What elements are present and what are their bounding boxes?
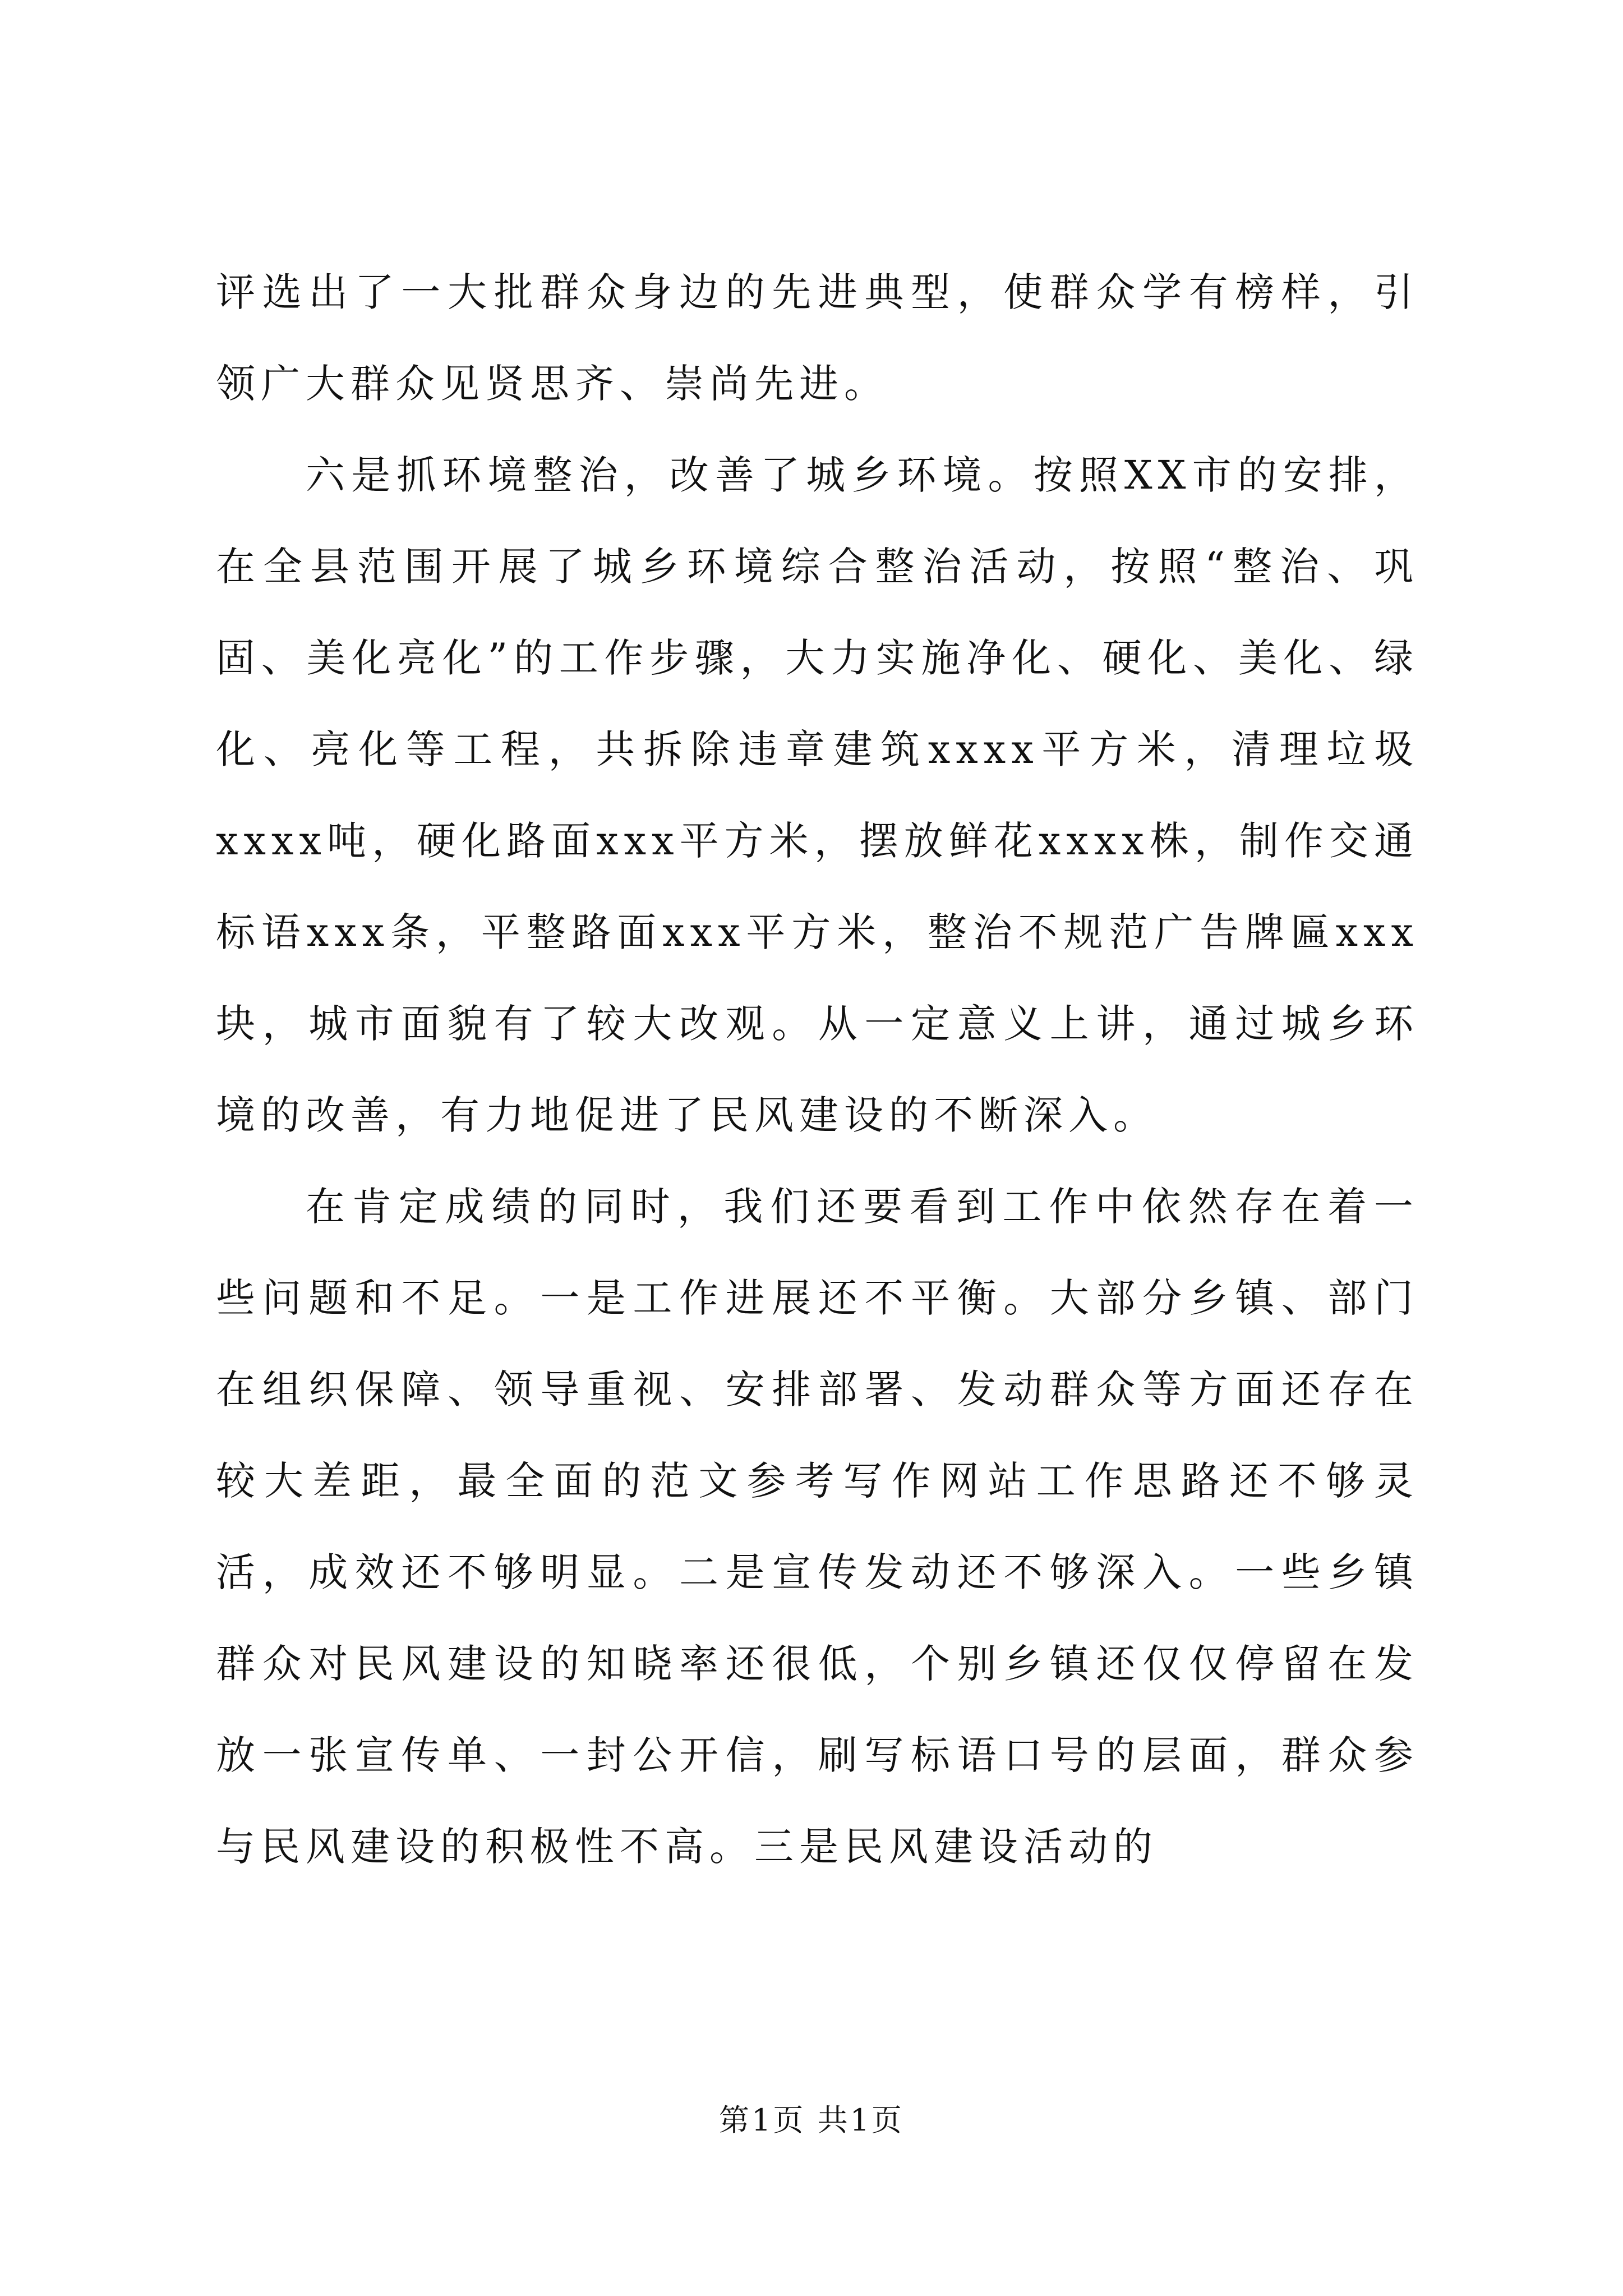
paragraph-continuation: 评选出了一大批群众身边的先进典型，使群众学有榜样，引领广大群众见贤思齐、崇尚先进。 xyxy=(216,269,1419,407)
paragraph-environment: 六是抓环境整治，改善了城乡环境。按照XX市的安排，在全县范围开展了城乡环境综合整治活动，按照“整治、巩固、美化亮化”的工作步骤，大力实施净化、硬化、美化、绿化、亮化等工程，共拆除违章建筑xxxx平方米，清理垃圾xxxx吨，硬化路面xxx平方米，摆放鲜花xxxx株，制作交通标语xxx条，平整路面xxx平方米，整治不规范广告牌匾xxx块，城市面貌有了较大改观。从一定意义上讲，通过城乡环境的改善，有力地促进了民风建设的不断深入。 xyxy=(216,452,1419,1138)
document-body xyxy=(216,247,1419,1893)
paragraph-problems: 在肯定成绩的同时，我们还要看到工作中依然存在着一些问题和不足。一是工作进展还不平衡。大部分乡镇、部门在组织保障、领导重视、安排部署、发动群众等方面还存在较大差距，最全面的范文参考写作网站工作思路还不够灵活，成效还不够明显。二是宣传发动还不够深入。一些乡镇群众对民风建设的知晓率还很低，个别乡镇还仅仅停留在发放一张宣传单、一封公开信，刷写标语口号的层面，群众参与民风建设的积极性不高。三是民风建设活动的 xyxy=(216,1184,1419,1870)
page-number-footer: 第1页 共1页 xyxy=(719,2102,904,2138)
